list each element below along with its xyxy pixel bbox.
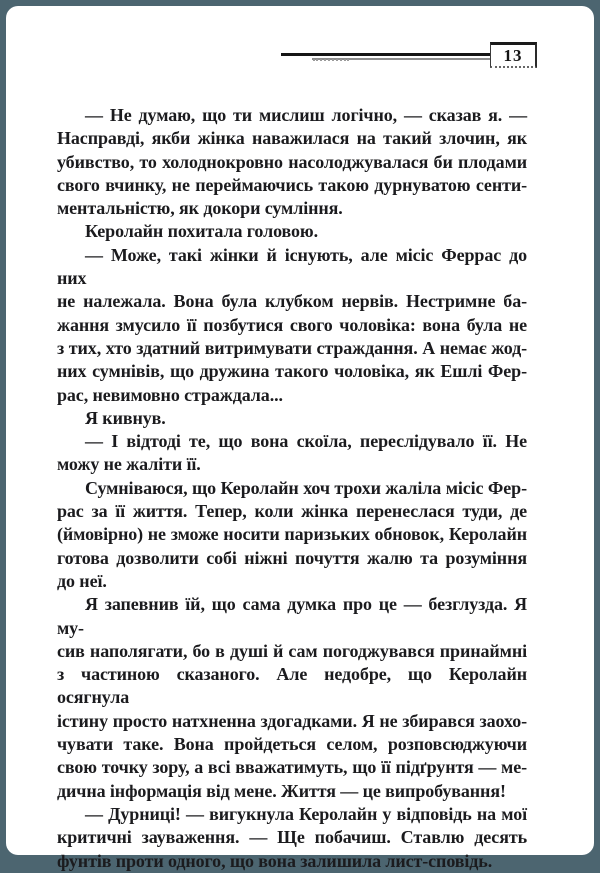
text-line: з частиною сказаного. Але недобре, що Керолайн осягнула xyxy=(57,664,527,708)
body-text xyxy=(57,104,527,873)
text-line: готова дозволити собі ніжні почуття жалю та розуміння xyxy=(57,547,527,568)
text-line: не належала. Вона була клубком нервів. Нестримне ба- xyxy=(57,291,527,312)
page-number-box xyxy=(490,42,537,68)
text-line: них сумнівів, що дружина такого чоловіка, як Ешлі Фер- xyxy=(57,361,527,382)
text-line: Я запевнив їй, що сама думка про це — безглузда. Я му- xyxy=(57,594,527,638)
text-line: істину просто натхненна здогадками. Я не збирався заохо- xyxy=(57,710,527,731)
text-line: фунтів проти одного, що вона залишила лист-сповідь. xyxy=(57,850,493,871)
text-line: (ймовірно) не зможе носити паризьких обновок, Керолайн xyxy=(57,524,527,545)
text-line: свого вчинку, не переймаючись такою дурнуватою сенти- xyxy=(57,174,527,195)
text-line: з тих, хто здатний витримувати страждання. А немає жод- xyxy=(57,337,527,358)
header-rule-thick xyxy=(281,53,491,56)
text-line: сив наполягати, бо в душі й сам погоджувався принаймні xyxy=(57,640,527,661)
text-line: критичні зауваження. — Ще побачиш. Ставлю десять xyxy=(57,827,527,848)
text-line: рас, невимовно страждала... xyxy=(57,384,283,405)
text-line: убивство, то холоднокровно насолоджувалася би плодами xyxy=(57,151,527,172)
text-line: Керолайн похитала головою. xyxy=(85,221,318,242)
text-line: — Дурниці! — вигукнула Керолайн у відповідь на мої xyxy=(85,803,527,824)
text-line: жання змусило її позбутися свого чоловіка: вона була не xyxy=(57,314,527,335)
text-line: — Не думаю, що ти мислиш логічно, — сказав я. — xyxy=(85,105,527,125)
text-line: свою точку зору, а всі вважатимуть, що її підґрунтя — ме- xyxy=(57,757,527,778)
header-rule-dotted xyxy=(313,59,349,61)
text-line: Я кивнув. xyxy=(85,407,166,428)
text-line: дична інформація від мене. Життя — це випробування! xyxy=(57,780,506,801)
text-line: рас за її життя. Тепер, коли жінка перенеслася туди, де xyxy=(57,501,527,522)
text-line: — Може, такі жінки й існують, але місіс Феррас до них xyxy=(57,244,527,289)
text-line: Насправді, якби жінка наважилася на такий злочин, як xyxy=(57,128,527,149)
text-line: чувати таке. Вона пройдеться селом, розповсюджуючи xyxy=(57,734,527,755)
text-line: ментальністю, як докори сумління. xyxy=(57,198,343,219)
text-line: до неї. xyxy=(57,570,107,591)
text-line: — І відтоді те, що вона скоїла, переслідувало її. Не xyxy=(85,431,527,452)
text-line: Сумніваюся, що Керолайн хоч трохи жаліла місіс Фер- xyxy=(85,477,527,498)
text-line: можу не жаліти її. xyxy=(57,454,201,475)
page-number: 13 xyxy=(503,46,523,65)
